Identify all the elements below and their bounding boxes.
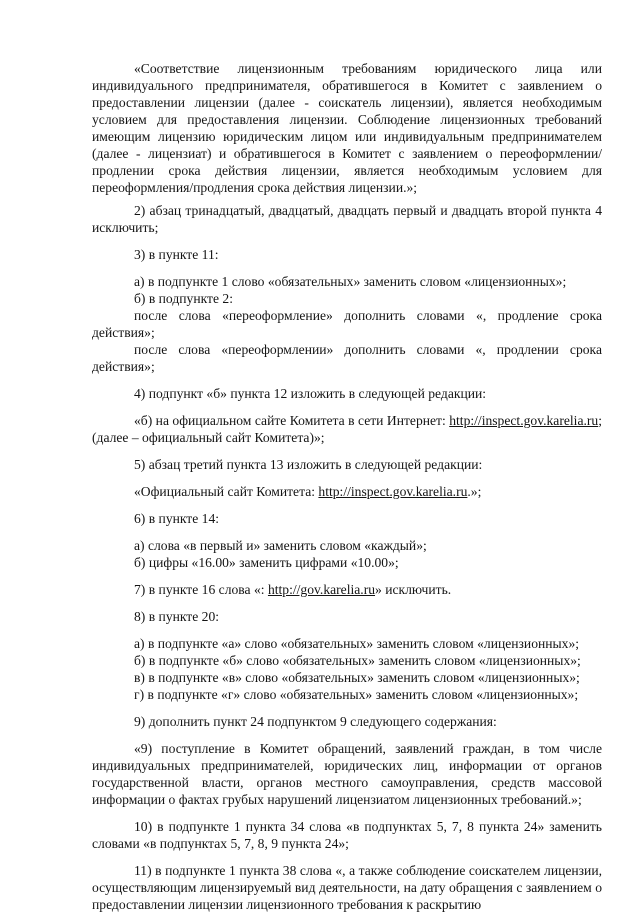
item-8-a: а) в подпункте «а» слово «обязательных» заменить словом «лицензионных»;: [134, 636, 580, 651]
item-6: 6) в пункте 14:: [134, 511, 220, 526]
item-7-before: 7) в пункте 16 слова «:: [134, 582, 268, 597]
item-4: 4) подпункт «б» пункта 12 изложить в следующей редакции:: [134, 386, 487, 401]
item-7: [92, 581, 602, 598]
item-5-quote: [92, 483, 602, 500]
paragraph-quote-licensing-requirements: «Соответствие лицензионным требованиям юридического лица или индивидуального предпринимателя, обратившегося в Комитет с заявлением о предоставлении лицензии (далее - соискатель лицензии), является необходимым условием для предоставления лицензии. Соблюдение лицензионных требований имеющим лицензию юридическим лицом или индивидуальным предпринимателем (далее - лицензиат) и обратившегося в Комитет с заявлением о переоформлении/продлении срока действия лицензии, является необходимым условием для переоформления/продления срока действия лицензии.»;: [92, 61, 602, 195]
item-2: 2) абзац тринадцатый, двадцатый, двадцать первый и двадцать второй пункта 4 исключить;: [92, 203, 602, 235]
item-9-quote: «9) поступление в Комитет обращений, заявлений граждан, в том числе индивидуальных предпринимателей, юридических лиц, информации от органов государственной власти, органов местного самоуправления, средств массовой информации о фактах грубых нарушений лицензиатом лицензионных требований.»;: [92, 741, 602, 807]
item-8: 8) в пункте 20:: [134, 609, 220, 624]
inspect-site-link[interactable]: http://inspect.gov.karelia.ru: [449, 413, 599, 428]
inspect-site-link-2[interactable]: http://inspect.gov.karelia.ru: [318, 484, 468, 499]
item-4-quote-after: ; (далее – официальный сайт Комитета)»;: [92, 413, 602, 445]
item-3-a: а) в подпункте 1 слово «обязательных» заменить словом «лицензионных»;: [134, 274, 567, 289]
item-6-b: б) цифры «16.00» заменить цифрами «10.00»;: [134, 555, 399, 570]
item-3-b-1: после слова «переоформление» дополнить словами «, продление срока действия»;: [92, 308, 602, 340]
item-8-d: г) в подпункте «г» слово «обязательных» заменить словом «лицензионных»;: [134, 687, 579, 702]
item-5-quote-after: .»;: [467, 484, 482, 499]
item-3-b: б) в подпункте 2:: [134, 291, 233, 306]
item-4-quote: [92, 412, 602, 446]
item-10: 10) в подпункте 1 пункта 34 слова «в подпунктах 5, 7, 8 пункта 24» заменить словами «в подпунктах 5, 7, 8, 9 пункта 24»;: [92, 819, 602, 851]
item-11: 11) в подпункте 1 пункта 38 слова «, а также соблюдение соискателем лицензии, осуществляющим лицензируемый вид деятельности, на дату обращения с заявлением о предоставлении лицензии лицензионного требования к раскрытию: [92, 863, 602, 912]
item-3-b-2: после слова «переоформлении» дополнить словами «, продлении срока действия»;: [92, 342, 602, 374]
item-8-c: в) в подпункте «в» слово «обязательных» заменить словом «лицензионных»;: [134, 670, 580, 685]
item-5-quote-before: «Официальный сайт Комитета:: [134, 484, 319, 499]
item-8-b: б) в подпункте «б» слово «обязательных» заменить словом «лицензионных»;: [134, 653, 581, 668]
item-6-a: а) слова «в первый и» заменить словом «каждый»;: [134, 538, 427, 553]
item-4-quote-before: «б) на официальном сайте Комитета в сети Интернет:: [134, 413, 450, 428]
item-5: 5) абзац третий пункта 13 изложить в следующей редакции:: [134, 457, 483, 472]
item-7-after: » исключить.: [375, 582, 452, 597]
item-9: 9) дополнить пункт 24 подпунктом 9 следующего содержания:: [134, 714, 497, 729]
item-3: 3) в пункте 11:: [134, 247, 219, 262]
gov-karelia-link[interactable]: http://gov.karelia.ru: [267, 582, 376, 597]
